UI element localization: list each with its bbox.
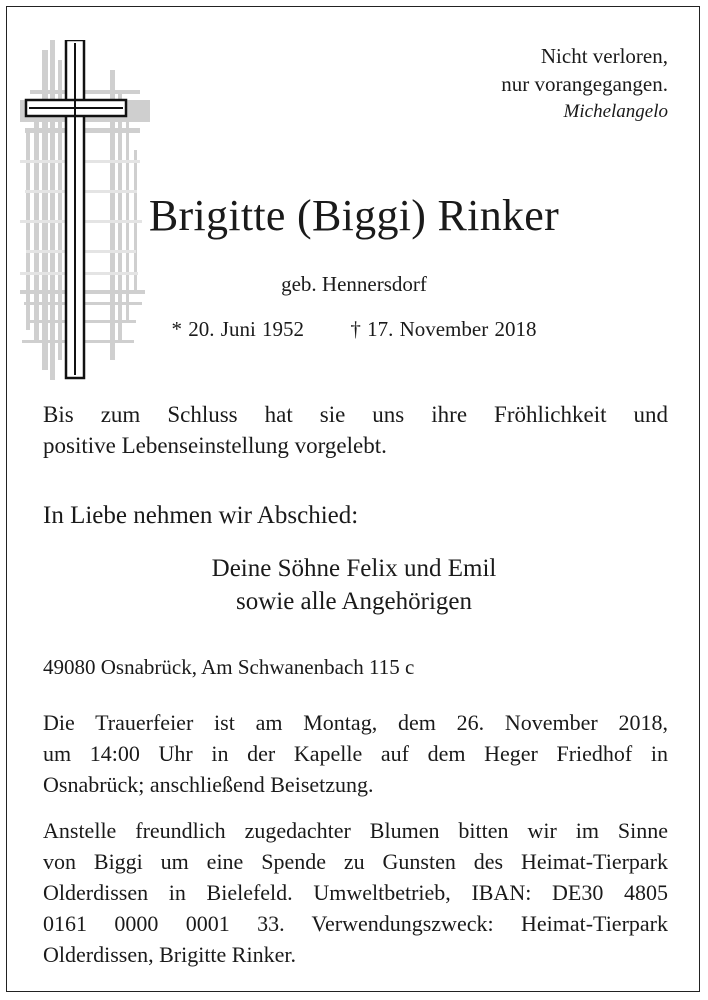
- death-date: † 17. November 2018: [350, 317, 537, 341]
- deceased-name: Brigitte (Biggi) Rinker: [148, 191, 560, 240]
- signer-line: Deine Söhne Felix und Emil: [211, 555, 497, 582]
- text-line: Die Trauerfeier ist am Montag, dem 26. November 2018,: [43, 710, 668, 735]
- donation-info: [43, 815, 668, 970]
- quote-author: Michelangelo: [563, 101, 668, 122]
- text-line: Olderdissen in Bielefeld. Umweltbetrieb, IBAN: DE30 4805: [43, 880, 668, 905]
- text-line: 0161 0000 0001 33. Verwendungszweck: Heimat-Tierpark: [43, 911, 668, 936]
- quote-line: nur vorangegangen.: [501, 72, 668, 96]
- text-line: um 14:00 Uhr in der Kapelle auf dem Heger Friedhof in: [43, 741, 668, 766]
- birth-date: * 20. Juni 1952: [171, 317, 305, 341]
- maiden-name: geb. Hennersdorf: [281, 272, 427, 296]
- text-line: von Biggi um eine Spende zu Gunsten des Heimat-Tierpark: [43, 849, 668, 874]
- tribute-text: [43, 399, 668, 461]
- quote: [501, 42, 668, 126]
- signers: [0, 552, 708, 618]
- text-line: Bis zum Schluss hat sie uns ihre Fröhlichkeit und: [43, 402, 668, 427]
- signer-line: sowie alle Angehörigen: [235, 588, 473, 615]
- quote-line: Nicht verloren,: [540, 44, 668, 68]
- funeral-info: [43, 707, 668, 800]
- text-line: positive Lebenseinstellung vorgelebt.: [43, 433, 387, 458]
- text-line: Anstelle freundlich zugedachter Blumen bitten wir im Sinne: [43, 818, 668, 843]
- text-line: Osnabrück; anschließend Beisetzung.: [43, 772, 374, 797]
- life-dates: [0, 317, 708, 342]
- address: 49080 Osnabrück, Am Schwanenbach 115 c: [43, 655, 415, 679]
- text-line: Olderdissen, Brigitte Rinker.: [43, 942, 296, 967]
- farewell-heading: In Liebe nehmen wir Abschied:: [43, 502, 359, 529]
